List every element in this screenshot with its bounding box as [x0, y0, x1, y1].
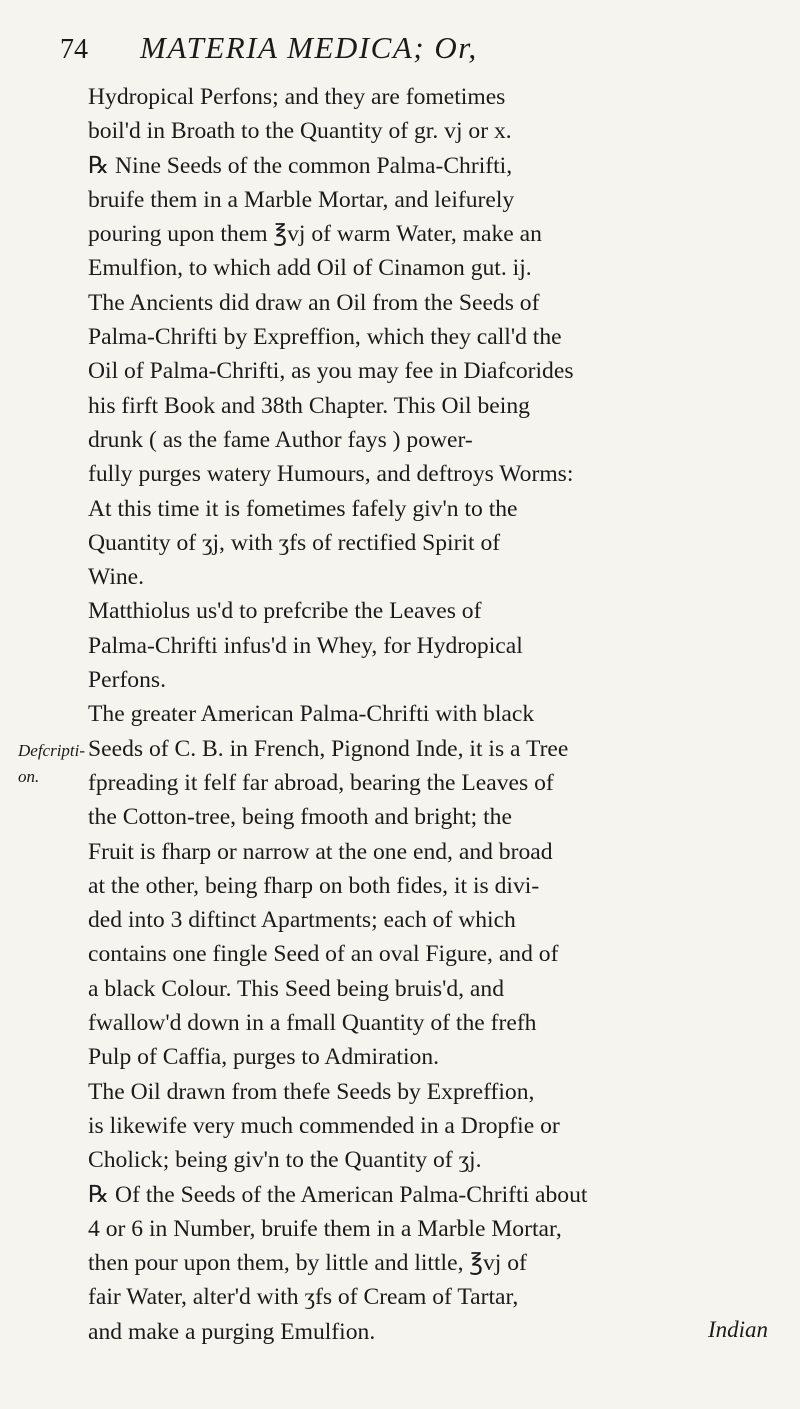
text-line: drunk ( as the fame Author fays ) power- [88, 426, 473, 453]
text-line: is likewife very much commended in a Dropfie or [88, 1112, 560, 1139]
text-line: ded into 3 diftinct Apartments; each of which [88, 907, 516, 934]
body-text [88, 80, 788, 1349]
text-line: at the other, being fharp on both fides, it is divi- [88, 872, 540, 899]
text-line: At this time it is fometimes fafely giv'n to the [88, 495, 518, 522]
text-line: Quantity of ʒj, with ʒfs of rectified Spirit of [88, 529, 501, 556]
text-line: Pulp of Caffia, purges to Admiration. [88, 1044, 440, 1071]
text-line: then pour upon them, by little and little, ℥vj of [88, 1250, 527, 1277]
text-line: Palma-Chrifti by Expreffion, which they call'd the [88, 324, 562, 351]
text-line: Emulfion, to which add Oil of Cinamon gut. ij. [88, 255, 532, 282]
text-line: Hydropical Perfons; and they are fometimes [88, 84, 506, 110]
text-line: Wine. [88, 564, 145, 591]
text-line: pouring upon them ℥vj of warm Water, make an [88, 221, 542, 248]
text-line: ℞ Of the Seeds of the American Palma-Chrifti about [88, 1181, 588, 1208]
page-number: 74 [60, 34, 88, 65]
text-line: Oil of Palma-Chrifti, as you may fee in Diafcorides [88, 358, 574, 385]
text-line: Perfons. [88, 667, 166, 694]
text-line: his firft Book and 38th Chapter. This Oil being [88, 392, 530, 419]
text-line: and make a purging Emulfion. [88, 1318, 376, 1345]
text-line: fpreading it felf far abroad, bearing the Leaves of [88, 769, 554, 796]
text-line: Cholick; being giv'n to the Quantity of ʒj. [88, 1147, 482, 1174]
text-line: ℞ Nine Seeds of the common Palma-Chrifti, [88, 152, 513, 179]
text-line: fully purges watery Humours, and deftroys Worms: [88, 461, 574, 488]
text-line: a black Colour. This Seed being bruis'd, and [88, 975, 504, 1002]
text-line: contains one fingle Seed of an oval Figure, and of [88, 941, 559, 968]
margin-note: Defcripti-on. [18, 741, 86, 786]
text-line: Seeds of C. B. in French, Pignond Inde, it is a Tree [88, 735, 569, 762]
text-line: fwallow'd down in a fmall Quantity of the frefh [88, 1010, 537, 1037]
text-line: bruife them in a Marble Mortar, and leifurely [88, 186, 515, 213]
text-line: The greater American Palma-Chrifti with black [88, 701, 535, 728]
text-line: The Ancients did draw an Oil from the Seeds of [88, 289, 540, 316]
text-line: Palma-Chrifti infus'd in Whey, for Hydropical [88, 632, 523, 659]
text-line: fair Water, alter'd with ʒfs of Cream of Tartar, [88, 1284, 519, 1311]
text-line: The Oil drawn from thefe Seeds by Expreffion, [88, 1078, 535, 1105]
text-line: boil'd in Broath to the Quantity of gr. vj or x. [88, 118, 512, 145]
text-line: 4 or 6 in Number, bruife them in a Marble Mortar, [88, 1215, 562, 1242]
text-line: Matthiolus us'd to prefcribe the Leaves of [88, 598, 482, 625]
text-line: the Cotton-tree, being fmooth and bright; the [88, 804, 512, 831]
text-line: Fruit is fharp or narrow at the one end, and broad [88, 838, 553, 865]
running-head: MATERIA MEDICA; Or, [140, 30, 478, 65]
catchword: Indian [708, 1317, 769, 1342]
